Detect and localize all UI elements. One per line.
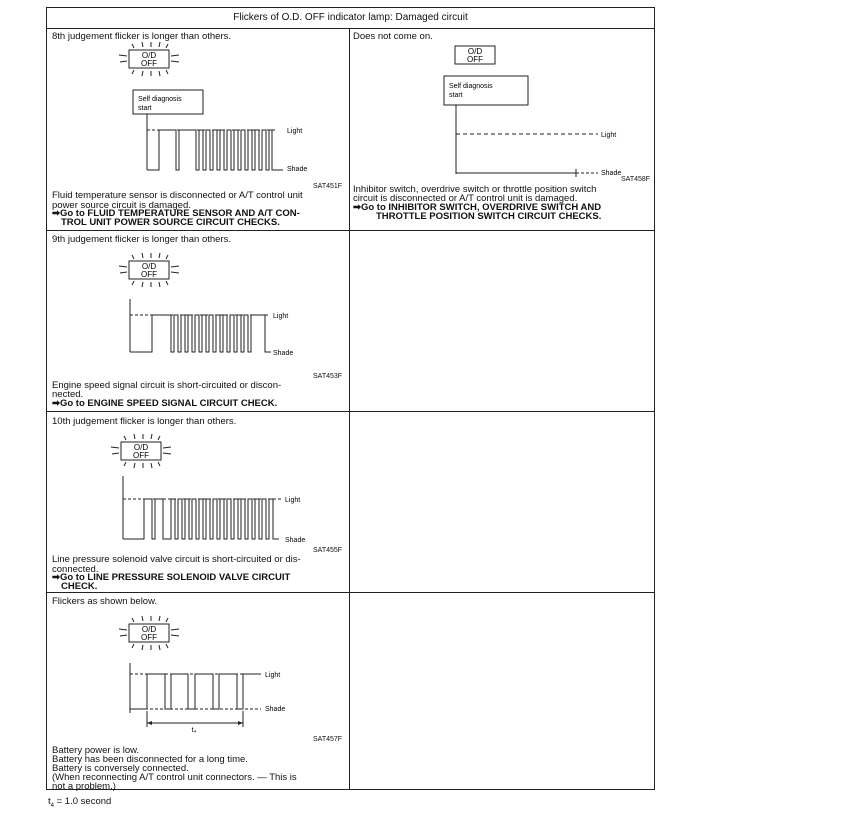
lamp-diagram	[47, 412, 349, 552]
figure-code: SAT453F	[313, 373, 343, 380]
cell-8th-flicker	[47, 29, 349, 230]
light-label: Light	[285, 497, 301, 504]
lamp-diagram	[47, 29, 349, 189]
figure-code: SAT451F	[313, 183, 343, 190]
action-instruction: ➡Go to LINE PRESSURE SOLENOID VALVE CIRCUIT	[52, 572, 291, 583]
description-line: Engine speed signal circuit is short-circuited or discon-	[52, 380, 282, 391]
cell-does-not-come-on	[350, 29, 656, 230]
description-line: Line pressure solenoid valve circuit is short-circuited or dis-	[52, 554, 301, 565]
cell-heading: Does not come on.	[353, 31, 433, 42]
figure-code: SAT455F	[313, 547, 343, 554]
shade-label: Shade	[265, 706, 286, 713]
lamp-diagram	[47, 231, 349, 371]
lamp-text-1: O/D	[467, 47, 483, 56]
shade-label: Shade	[273, 350, 294, 357]
figure-code: SAT458F	[621, 176, 651, 183]
lamp-text-1: O/D	[141, 625, 157, 634]
shade-label: Shade	[287, 166, 308, 173]
description-line: Battery power is low.	[52, 745, 140, 756]
description-line: not a problem.)	[52, 781, 116, 792]
cell-10th-flicker	[47, 412, 349, 592]
shade-label: Shade	[285, 537, 306, 544]
light-label: Light	[287, 128, 303, 135]
lamp-text-2: OFF	[141, 59, 157, 68]
flicker-waveform	[130, 674, 261, 709]
description-line: circuit is disconnected or A/T control unit is damaged.	[353, 193, 578, 204]
action-instruction: TROL UNIT POWER SOURCE CIRCUIT CHECKS.	[61, 217, 280, 228]
action-instruction: CHECK.	[61, 581, 98, 592]
figure-code: SAT457F	[313, 736, 343, 743]
description-line: Battery is conversely connected.	[52, 763, 189, 774]
lamp-text-2: OFF	[141, 270, 157, 279]
flicker-waveform	[130, 315, 271, 352]
self-diagnosis-box	[444, 76, 528, 105]
cell-heading: Flickers as shown below.	[52, 596, 158, 607]
light-label: Light	[265, 672, 281, 679]
action-instruction: ➡Go to FLUID TEMPERATURE SENSOR AND A/T CON-	[52, 208, 300, 219]
self-diagnosis-text-1: Self diagnosis	[449, 83, 493, 90]
flicker-waveform	[123, 499, 279, 539]
action-instruction: ➡Go to ENGINE SPEED SIGNAL CIRCUIT CHECK.	[52, 398, 278, 409]
right-arrow-icon: ➡	[52, 398, 60, 409]
lamp-text-2: OFF	[141, 633, 157, 642]
right-arrow-icon: ➡	[353, 202, 361, 213]
description-line: nected.	[52, 389, 84, 400]
action-instruction: ➡Go to INHIBITOR SWITCH, OVERDRIVE SWITCH AND	[353, 202, 602, 213]
lamp-text-2: OFF	[133, 451, 149, 460]
cell-heading: 9th judgement flicker is longer than others.	[52, 234, 232, 245]
self-diagnosis-text-2: start	[449, 92, 463, 99]
action-instruction: THROTTLE POSITION SWITCH CIRCUIT CHECKS.	[376, 211, 602, 222]
description-line: (When reconnecting A/T control unit connectors. — This is	[52, 772, 297, 783]
right-arrow-icon: ➡	[52, 208, 60, 219]
self-diagnosis-text-2: start	[138, 105, 152, 112]
lamp-diagram	[47, 593, 349, 738]
cell-9th-flicker	[47, 231, 349, 411]
light-label: Light	[601, 132, 617, 139]
lamp-diagram	[350, 29, 656, 189]
cell-flickers-shown	[47, 593, 349, 790]
cell-heading: 8th judgement flicker is longer than others.	[52, 31, 232, 42]
table-title: Flickers of O.D. OFF indicator lamp: Damaged circuit	[47, 8, 654, 29]
description-line: power source circuit is damaged.	[52, 200, 191, 211]
description-line: connected.	[52, 564, 99, 575]
t4-label: t₄	[191, 727, 197, 734]
footnote: $t_4 = 1.0$ second	[48, 796, 112, 809]
lamp-text-1: O/D	[141, 262, 157, 271]
damaged-circuit-table	[46, 7, 655, 790]
description-line: Inhibitor switch, overdrive switch or throttle position switch	[353, 184, 597, 195]
description-line: Fluid temperature sensor is disconnected or A/T control unit	[52, 190, 303, 201]
shade-label: Shade	[601, 170, 622, 177]
lamp-text-2: OFF	[467, 55, 483, 64]
dimension-arrow-left	[147, 721, 152, 725]
lamp-text-1: O/D	[133, 443, 149, 452]
self-diagnosis-text-1: Self diagnosis	[138, 96, 182, 103]
dimension-arrow-right	[238, 721, 243, 725]
cell-heading: 10th judgement flicker is longer than others.	[52, 416, 237, 427]
flicker-waveform	[147, 130, 283, 170]
description-line: Battery has been disconnected for a long time.	[52, 754, 248, 765]
light-label: Light	[273, 313, 289, 320]
lamp-text-1: O/D	[141, 51, 157, 60]
right-arrow-icon: ➡	[52, 572, 60, 583]
